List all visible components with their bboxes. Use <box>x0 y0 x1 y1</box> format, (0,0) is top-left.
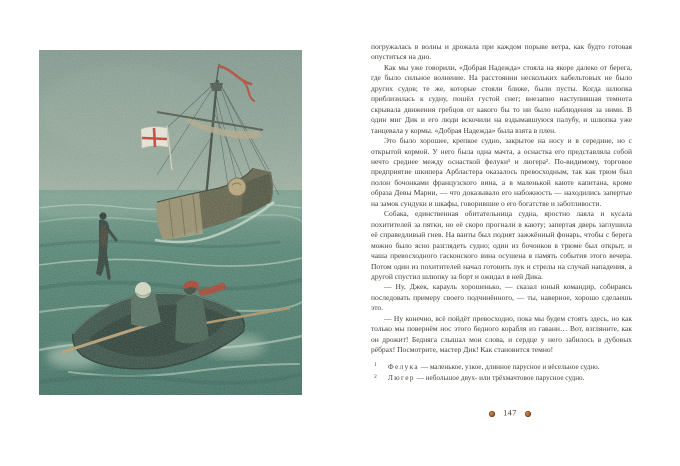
paragraph-dialogue: — Ну конечно, всё пойдёт превосходно, пока мы будем стоять здесь, но как только мы повернём нос этого бедного корабля из гавани… Вот, взгляните, как он дрожит! Бедняга слышал мои слова, и сердце у него забилось в дубовых рёбрах! Посмотрите, мастер Дик! Как становится темно! <box>371 313 632 355</box>
paragraph: Это было хорошее, крепкое судно, закрытое на носу и в середине, но с открытой кормой. У него была одна мачта, а оснастка его представляла собой нечто среднее между оснасткой фелуки¹ и люгера². По-видимому, торговое предприятие шкипера Арбластера оказалось превосходным, так как трюм был полон бочонками французского вина, а в маленькой каюте капитана, кроме образа Девы Марии, — что доказывало его набожность — находились запертые на замок сундуки и шкафы, говорившие о его богатстве и заботливости. <box>371 136 632 208</box>
paragraph: Как мы уже говорили, «Добрая Надежда» стояла на якоре далеко от берега, где было сильное волнение. На расстоянии нескольких кабельтовых не было других судов; те же, которые стояли ближе, были пусты. Когда шлюпка приблизилась к судну, пошёл густой снег; внезапно наступившая темнота скрывала движения гребцов от какого бы то ни было наблюдения за ними. В один миг Дик и его люди вскочили на вздымавшуюся палубу, и шлюпка уже танцевала у кормы. «Добрая Надежда» была взята в плен. <box>371 62 632 135</box>
folio-ornament-icon <box>489 411 495 417</box>
footnote-text: — небольшое двух- или трёхмачтовое парусное судно. <box>416 374 585 383</box>
footnote-marker: 1 <box>374 362 377 369</box>
footnote-term: Фелука <box>388 362 420 371</box>
paragraph: погружалась в волны и дрожала при каждом порыве ветра, как будто готовая опуститься на дно. <box>371 42 632 62</box>
footnote-term: Люгер <box>388 374 415 383</box>
footnote-marker: 2 <box>374 373 377 380</box>
page-number: 147 <box>503 408 517 418</box>
footnote <box>371 362 632 374</box>
storm-sea-ship-illustration <box>39 50 302 395</box>
footnote <box>371 373 632 385</box>
folio-ornament-icon <box>525 411 531 417</box>
text-column <box>371 42 632 385</box>
paragraph-dialogue: — Ну, Джек, карауль хорошенько, — сказал юный командир, собираясь последовать примеру своего подчинённого, — ты, наверное, хорошо сделаешь это. <box>371 282 632 313</box>
footnote-text: — маленькое, узкое, длинное парусное и вёсельное судно. <box>420 362 600 371</box>
footnotes <box>371 362 632 385</box>
page-footer <box>340 408 680 420</box>
paragraph: Собака, единственная обитательница судна, яростно лаяла и кусала похитителей за пятки, но её скоро прогнали в каюту; запертая дверь заглушила её справедливый гнев. На ванты был поднят зажжённый фонарь, чтобы с берега можно было ясно разглядеть судно; один из бочонков в трюме был открыт, и чаша превосходного гасконского вина осушена в память события этого вечера. Потом один из похитителей начал готовить лук и стрелы на случай нападения, а другой спустил шлюпку за борт и ожидал в ней Дика. <box>371 209 632 281</box>
